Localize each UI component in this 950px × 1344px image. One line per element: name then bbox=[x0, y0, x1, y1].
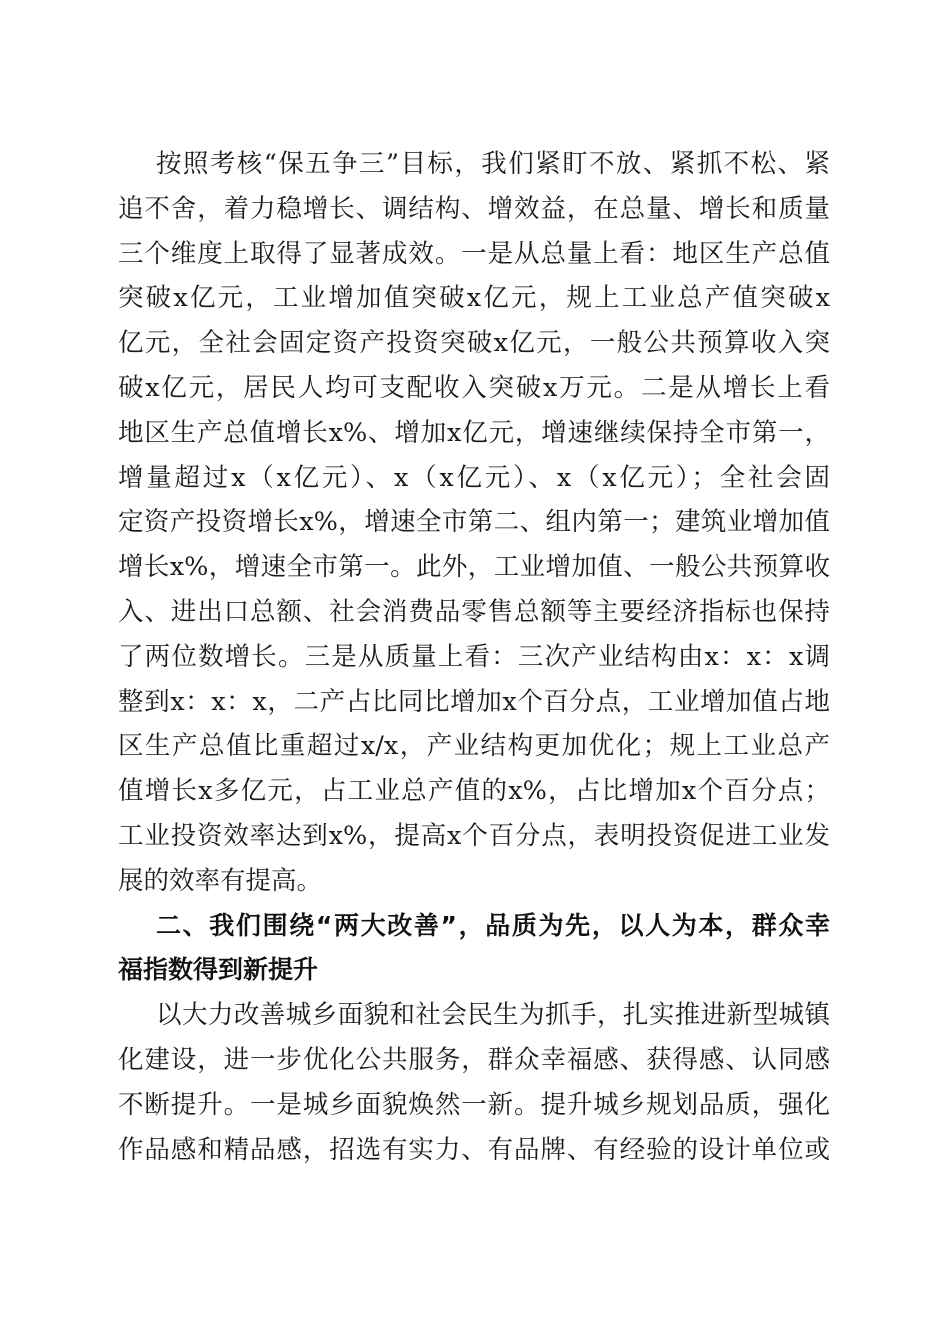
paragraph-urban-improvement bbox=[118, 993, 830, 1172]
text-line: 突破x亿元，工业增加值突破x亿元，规上工业总产值突破x bbox=[118, 283, 830, 314]
text-line: 亿元，全社会固定资产投资突破x亿元，一般公共预算收入突 bbox=[118, 328, 830, 359]
text-line: 增长x%，增速全市第一。此外，工业增加值、一般公共预算收 bbox=[118, 552, 830, 583]
text-line: 值增长x多亿元，占工业总产值的x%，占比增加x个百分点； bbox=[118, 776, 830, 807]
text-line: 以大力改善城乡面貌和社会民生为抓手，扎实推进新型城镇 bbox=[156, 1000, 830, 1031]
text-line: 整到x：x：x，二产占比同比增加x个百分点，工业增加值占地 bbox=[118, 686, 830, 717]
text-line: 展的效率有提高。 bbox=[118, 865, 323, 896]
heading-line: 二、我们围绕“两大改善”，品质为先，以人为本，群众幸 bbox=[156, 910, 830, 940]
text-line: 地区生产总值增长x%、增加x亿元，增速继续保持全市第一， bbox=[118, 417, 830, 448]
text-line: 化建设，进一步优化公共服务，群众幸福感、获得感、认同感 bbox=[118, 1044, 830, 1075]
document-page bbox=[118, 142, 830, 1172]
heading-line: 福指数得到新提升 bbox=[118, 955, 319, 985]
text-line: 三个维度上取得了显著成效。一是从总量上看：地区生产总值 bbox=[118, 238, 830, 269]
text-line: 入、进出口总额、社会消费品零售总额等主要经济指标也保持 bbox=[118, 596, 830, 627]
text-line: 增量超过x（x亿元）、x（x亿元）、x（x亿元）；全社会固 bbox=[118, 462, 830, 493]
text-line: 破x亿元，居民人均可支配收入突破x万元。二是从增长上看 bbox=[118, 372, 830, 403]
text-line: 不断提升。一是城乡面貌焕然一新。提升城乡规划品质，强化 bbox=[118, 1089, 830, 1120]
text-line: 了两位数增长。三是从质量上看：三次产业结构由x：x：x调 bbox=[118, 641, 830, 672]
paragraph-economic-results bbox=[118, 142, 830, 904]
text-line: 工业投资效率达到x%，提高x个百分点，表明投资促进工业发 bbox=[118, 820, 830, 851]
section-heading-two bbox=[118, 904, 830, 994]
text-line: 作品感和精品感，招选有实力、有品牌、有经验的设计单位或 bbox=[118, 1134, 830, 1165]
text-line: 区生产总值比重超过x/x，产业结构更加优化；规上工业总产 bbox=[118, 731, 830, 762]
text-line: 追不舍，着力稳增长、调结构、增效益，在总量、增长和质量 bbox=[118, 193, 830, 224]
text-line: 定资产投资增长x%，增速全市第二、组内第一；建筑业增加值 bbox=[118, 507, 830, 538]
text-line: 按照考核“保五争三”目标，我们紧盯不放、紧抓不松、紧 bbox=[156, 149, 830, 179]
